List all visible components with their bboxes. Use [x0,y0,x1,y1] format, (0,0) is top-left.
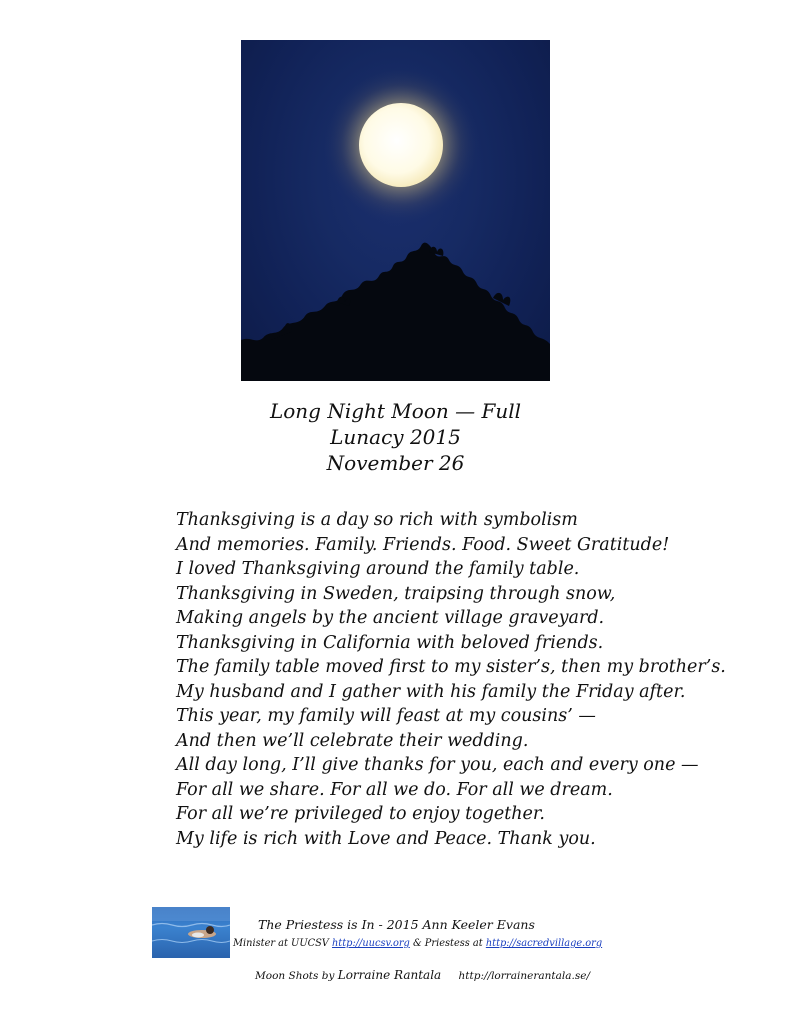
uucsv-link[interactable]: http://uucsv.org [331,938,410,949]
poem-body [176,508,736,851]
moonshots-label: Moon Shots by [255,970,335,982]
photo-credit [255,968,675,982]
poem-line: Making angels by the ancient village graveyard. [176,608,605,628]
poem-line: I loved Thanksgiving around the family table. [176,559,580,579]
sacredvillage-link[interactable]: http://sacredvillage.org [485,938,603,949]
poem-line: The family table moved first to my sister’s, then my brother’s. [176,657,726,677]
priestess-swimming-photo [152,907,230,958]
minister-label: Minister at UUCSV [233,938,329,949]
poem-line: Thanksgiving in Sweden, traipsing through snow, [176,583,616,604]
poem-line: Thanksgiving is a day so rich with symbolism [176,510,578,530]
poem-line: And then we’ll celebrate their wedding. [176,730,529,751]
poem-line: This year, my family will feast at my cousins’ — [176,706,596,726]
poem-line: And memories. Family. Friends. Food. Sweet Gratitude! [176,534,670,555]
poem-line: For all we’re privileged to enjoy together. [176,804,545,824]
photographer-name: Lorraine Rantala [337,968,442,982]
priestess-label: & Priestess at [412,938,483,949]
poem-line: All day long, I’ll give thanks for you, each and every one — [176,755,699,775]
full-moon [359,103,443,187]
moon-photo [241,40,550,381]
heading-subtitle: Lunacy 2015 [330,425,461,449]
poem-line: My life is rich with Love and Peace. Thank you. [176,828,596,849]
footer-credits [233,938,653,949]
heading-title: Long Night Moon — Full [269,399,522,423]
tree-silhouette [241,243,550,381]
poem-line: For all we share. For all we do. For all we dream. [176,779,613,800]
footer-title: The Priestess is In - 2015 Ann Keeler Evans [258,917,535,932]
heading-date: November 26 [326,451,465,475]
poem-heading [0,398,791,476]
poem-line: Thanksgiving in California with beloved friends. [176,632,604,653]
photographer-url: http://lorrainerantala.se/ [458,970,590,982]
poem-line: My husband and I gather with his family the Friday after. [176,681,686,702]
